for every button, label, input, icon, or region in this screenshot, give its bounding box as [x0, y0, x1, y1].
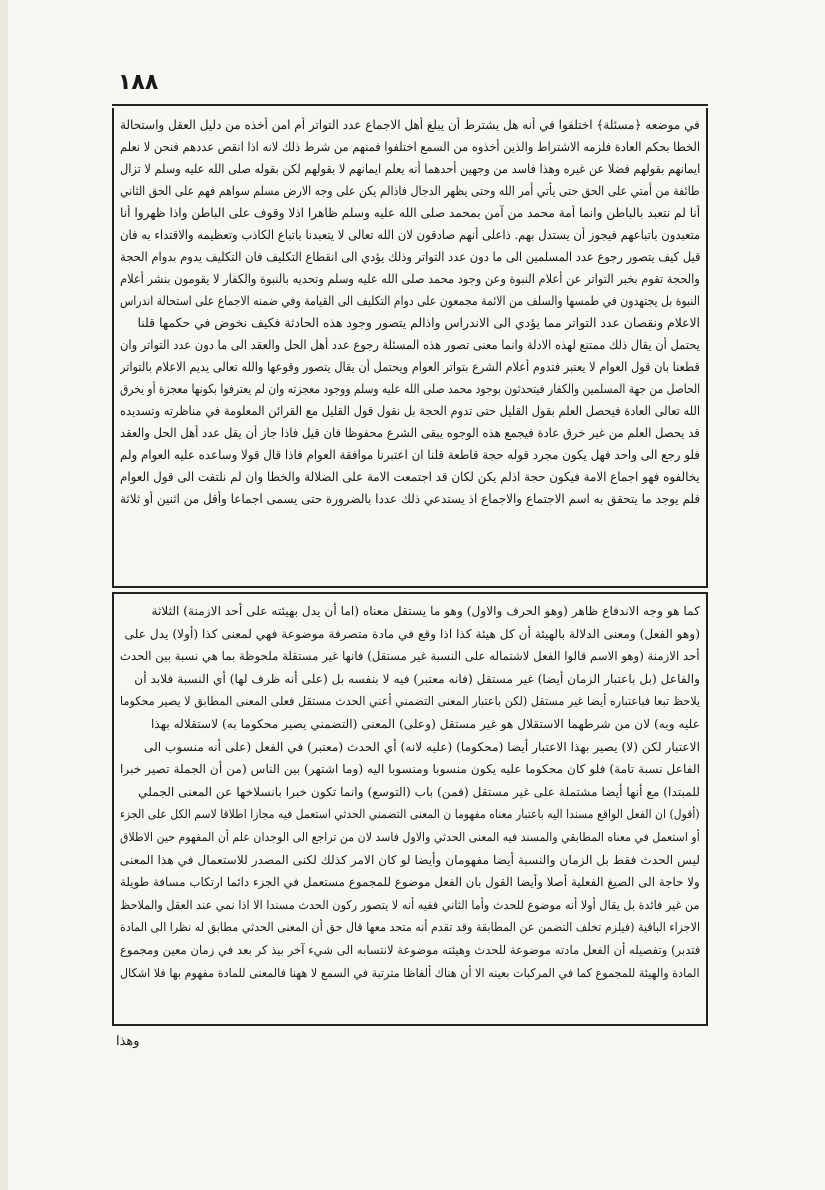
commentary-text-body — [120, 600, 700, 1020]
main-text-line: قيل كيف يتصور رجوع عدد المسلمين الى ما دون عدد التواتر وذلك يؤدي الى انقطاع التكليف فان التكليف يدوم بدوام الحجة — [120, 249, 700, 264]
main-text-line: أنا لم نتعبد بالباطن وانما أمة محمد من آمن بمحمد صلى الله عليه وسلم ظاهرا اذلا وقوف على الباطن واذا ظهروا أنا — [120, 205, 700, 220]
commentary-text-line: أحد الازمنة (وهو الاسم قالوا الفعل لاشتماله على النسبة غير مستقل) فانها غير مستقلة ملحوظة بما هي نسبة بين الحدث — [120, 649, 700, 664]
commentary-text-line: كما هو وجه الاندفاع ظاهر (وهو الحرف والاول) وهو ما يستقل معناه (اما أن يدل بهيئته على أحد الازمنة) الثلاثة — [151, 604, 700, 618]
main-text-line: قطعنا بان قول العوام لا يعتبر فتدوم أعلام الشرع بتواتر العوام ويحتمل أن يقال يتصور وقوعها والله تعالى يديم الاعلام بالتواتر — [120, 359, 700, 374]
commentary-frame — [112, 592, 708, 1026]
commentary-text-line: (أقول) ان الفعل الواقع مسندا اليه باعتبار معناه مفهوما ن المعنى التضمني الحدثي استعمل فيه مجازا اطلاقا لاسم الكل على الجزء — [120, 807, 700, 822]
main-text-line: يخالفوه فهو اجماع الامة فيكون حجة اذلم يكن لكان قد اجتمعت الامة على الضلالة والخطا وان لم نلتفت الى قول العوام — [120, 469, 700, 484]
top-rule — [112, 104, 708, 106]
main-text-line: والحجة تقوم بخبر التواتر عن أعلام النبوة وعن وجود محمد صلى الله عليه وسلم وتحديه بالنبوة والكفار لا يقومون بنشر أعلام — [120, 271, 700, 286]
main-text-line: يحتمل أن يقال ذلك ممتنع لهذه الادلة وانما معنى تصور هذه المسئلة رجوع عدد أهل الحل والعقد الى ما دون عدد التواتر وان — [120, 337, 700, 352]
main-text-line: قد يحصل العلم من غير خرق عادة فيجمع هذه الوجوه يبقى الشرع محفوظا فان قيل فاذا جاز أن يقل عدد أهل الحل والعقد — [120, 425, 700, 440]
commentary-text-line: ليس الحدث فقط بل الزمان والنسبة أيضا مفهومان وأيضا لو كان الامر كذلك لكنى المصدر للاستعمال في هذا المعنى — [120, 852, 700, 867]
main-text-line: فلم يوجد ما يتحقق به اسم الاجتماع والاجماع اذ يستدعي ذلك عددا بالضرورة حتى يسمى اجماعا وأقل من اثنين أو ثلاثة — [120, 491, 700, 506]
main-text-line: الاعلام ونقصان عدد التواتر مما يؤدي الى الاندراس واذالم يتصور وجود هذه الحادثة فكيف نخوض في حكمها قلنا — [137, 315, 700, 330]
main-text-frame — [112, 108, 708, 588]
main-text-line: ايمانهم بقولهم فضلا عن غيره وهذا فاسد من وجهين أحدهما أنه يعلم ايمانهم لا بقولهم لكن بقوله صلى الله عليه وسلم لا تزال — [120, 161, 700, 176]
commentary-text-line: يلاحظ تبعا فباعتباره أيضا غير مستقل (لكن باعتبار المعنى التضمني أعني الحدث مستقل فعلى المعنى المطابق لا يصير محكوما — [120, 694, 700, 709]
commentary-text-line: عليه وبه) لان من شرطهما الاستقلال هو غير مستقل (وعلى) المعنى (التضمني يصير محكوما به) لاستقلاله بهذا — [150, 716, 700, 731]
main-text-line: النبوة بل يجتهدون في طمسها والسلف من الائمة مجمعون على دوام التكليف الى القيامة وفي ضمنه الاجماع على استحالة اندراس — [120, 293, 700, 308]
page-number: ١٨٨ — [118, 70, 159, 95]
main-text-line: متعبدون باتباعهم فيجوز أن يستدل بهم. ذاعلى أنهم صادقون لان الله تعالى لا يتعبدنا باتباع الكاذب وتعظيمه والاقتداء به فان — [120, 227, 700, 242]
commentary-text-line: من غير فائدة بل يقال أولا أنه موضوع للحدث وأما الثاني ففيه أنه لا يتصور ركون الحدث مسندا الا اذا نمي عند العقل والملاحظ — [120, 897, 700, 912]
commentary-text-line: فتدبر) وتفصيله أن الفعل مادته موضوعة للحدث وهيئته موضوعة لانتسابه الى شيء آخر بيذ كر بعد في زمان معين ومجموع — [120, 942, 700, 957]
commentary-text-line: للمبتدا) مع أنها أيضا مشتملة على غير مستقل (فمن) باب (التوسع) وانما تكون خبرا بانسلاخها عن المعنى الجملي — [138, 784, 700, 799]
commentary-text-line: والفاعل (بل باعتبار الزمان أيضا) غير مستقل (فانه معتبر) فيه لا بنفسه بل (على أنه ظرف لها) أي النسبة فلابد أن — [134, 671, 700, 686]
catchword: وهذا — [116, 1034, 140, 1049]
commentary-text-line: الاجزاء الباقية (فيلزم تخلف التضمن عن المطابقة وقد تقدم أنه متحد معها قال حق أن المعنى الحدثي مطابق له نظرا الى المادة — [120, 920, 700, 935]
main-text-line: طائفة من أمتي على الحق حتى يأتي أمر الله وحتى يظهر الدجال فاذالم يكن على وجه الارض مسلم سواهم فهم على الحق الثاني — [120, 183, 700, 198]
main-text-line: الخطا بحكم العادة فلزمه الاشتراط والذين أخذوه من السمع اختلفوا فمنهم من شرط ذلك لانه اذا انقص عددهم فنحن لا نعلم — [120, 139, 700, 154]
commentary-text-line: الاعتبار لكن (لا) يصير بهذا الاعتبار أيضا (محكوما) (عليه لانه) أي الحدث (معتبر) في الفعل (على أنه منسوب الى — [143, 739, 700, 754]
main-text-line: فلو رجع الى واحد فهل يكون مجرد قوله حجة قاطعة قلنا ان اعتبرنا موافقة العوام فاذا قال قولا وساعده عليه العوام ولم — [120, 447, 700, 462]
commentary-text-line: ولا حاجة الى الصيغ الفعلية أصلا وأيضا القول بان الفعل موضوع للمجموع مستعمل في الجزء دائما ارتكاب مسافة طويلة — [120, 875, 700, 890]
commentary-text-line: (وهو الفعل) ومعنى الدلالة بالهيئة أن كل هيئة كذا اذا وقع في مادة متصرفة موضوعة فهي لمعنى كذا (أولا) يدل على — [124, 626, 700, 641]
commentary-text-line: أو استعمل في معناه المطابقي والمسند فيه المعنى الحدثي والاول فاسد لان من تراجع الى الوجدان علم أن المفهوم حين الاطلاق — [120, 829, 700, 844]
main-text-line: في موضعه ﴿مسئلة﴾ اختلفوا في أنه هل يشترط أن يبلغ أهل الاجماع عدد التواتر أم امن أخذه من دليل العقل واستحالة — [120, 117, 700, 132]
page-edge-shadow — [0, 0, 8, 1190]
main-text-body — [120, 114, 700, 580]
main-text-line: الحاصل من جهة المسلمين والكفار فيتحدثون بوجود محمد صلى الله عليه وسلم ووجود معجزته وان لم يعترفوا بكونها معجزة أو يخرق — [120, 381, 700, 396]
main-text-line: الله تعالى العادة فيحصل العلم بقول القليل حتى تدوم الحجة بل نقول قول القليل مع القرائن المعلومة في مناظرته وتسديده — [120, 403, 700, 418]
commentary-text-line: الفاعل نسبة تامة) فلو كان محكوما عليه يكون منسوبا ومنسوبا اليه (وما اشتهر) بين الناس (من أن الجملة تصير خبرا — [120, 762, 700, 777]
commentary-text-line: المادة والهيئة للمجموع كما في المركبات بعينه الا أن هناك ألفاظا مترتبة في السمع لا ههنا فالمعنى للمادة مفهوم بها فلا اشكال — [120, 965, 700, 980]
